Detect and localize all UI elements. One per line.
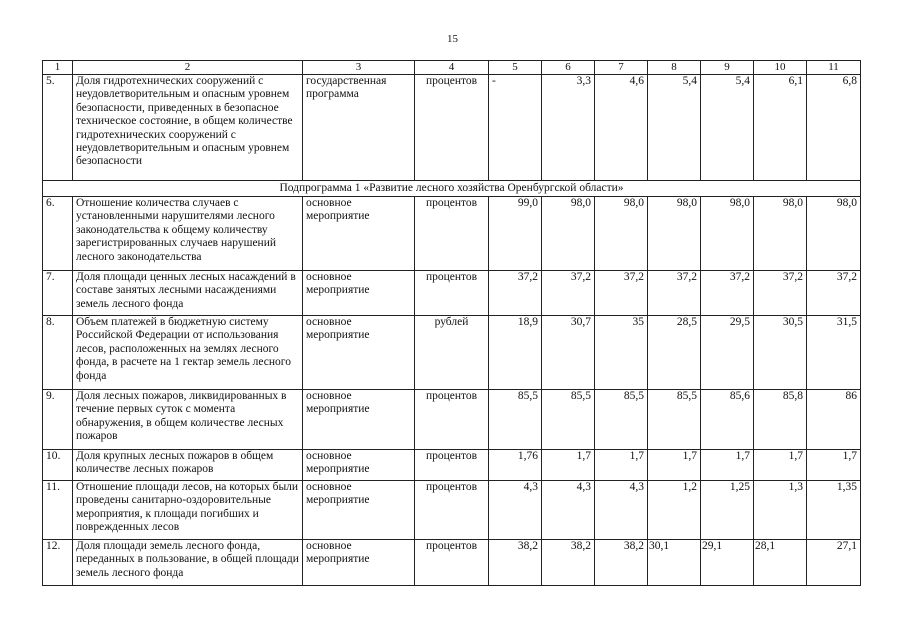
row-number: 10.	[43, 450, 73, 481]
table-row	[43, 197, 861, 271]
indicator-value: 98,0	[807, 197, 861, 271]
indicator-value: 1,7	[542, 450, 595, 481]
indicator-value: 18,9	[489, 316, 542, 390]
indicator-value: 6,1	[754, 75, 807, 181]
indicator-unit: процентов	[415, 390, 489, 450]
indicator-value: 1,7	[648, 450, 701, 481]
indicator-unit: процентов	[415, 197, 489, 271]
table-row	[43, 271, 861, 316]
indicator-type: основное мероприятие	[303, 540, 415, 586]
indicator-value: 1,2	[648, 481, 701, 540]
column-number: 4	[415, 61, 489, 75]
indicator-value: 37,2	[701, 271, 754, 316]
indicator-name: Отношение площади лесов, на которых были проведены санитарно-оздоровительные мероприятия, к площади погибших и поврежденных лесов	[73, 481, 303, 540]
indicator-value: 1,35	[807, 481, 861, 540]
indicator-value: 37,2	[489, 271, 542, 316]
indicator-name: Доля лесных пожаров, ликвидированных в течение первых суток с момента обнаружения, в общем количестве лесных пожаров	[73, 390, 303, 450]
table-row	[43, 540, 861, 586]
indicator-value: 30,5	[754, 316, 807, 390]
indicator-value: 86	[807, 390, 861, 450]
indicator-value: 1,7	[595, 450, 648, 481]
indicator-value: 98,0	[542, 197, 595, 271]
indicator-value: 98,0	[701, 197, 754, 271]
page-number: 15	[447, 33, 458, 45]
column-number: 11	[807, 61, 861, 75]
indicator-value: 1,7	[701, 450, 754, 481]
indicator-value: 1,7	[754, 450, 807, 481]
indicator-type: основное мероприятие	[303, 390, 415, 450]
indicator-name: Объем платежей в бюджетную систему Российской Федерации от использования лесов, расположенных на землях лесного фонда, в расчете на 1 гектар земель лесного фонда	[73, 316, 303, 390]
subprogram-title: Подпрограмма 1 «Развитие лесного хозяйства Оренбургской области»	[43, 181, 861, 197]
subprogram-row	[43, 181, 861, 197]
row-number: 7.	[43, 271, 73, 316]
indicator-value: 38,2	[595, 540, 648, 586]
indicator-value: 85,5	[648, 390, 701, 450]
indicator-name: Доля площади земель лесного фонда, переданных в пользование, в общей площади земель лесного фонда	[73, 540, 303, 586]
indicator-value: 37,2	[754, 271, 807, 316]
column-number: 8	[648, 61, 701, 75]
row-number: 6.	[43, 197, 73, 271]
indicator-value: 1,3	[754, 481, 807, 540]
indicator-value: 4,6	[595, 75, 648, 181]
indicator-unit: процентов	[415, 481, 489, 540]
column-number: 10	[754, 61, 807, 75]
indicator-value: 38,2	[489, 540, 542, 586]
indicator-value: 5,4	[648, 75, 701, 181]
indicator-value: 30,1	[648, 540, 701, 586]
table-row	[43, 316, 861, 390]
table-row	[43, 75, 861, 181]
column-number: 1	[43, 61, 73, 75]
indicator-type: основное мероприятие	[303, 271, 415, 316]
indicator-unit: рублей	[415, 316, 489, 390]
indicator-name: Доля гидротехнических сооружений с неудовлетворительным и опасным уровнем безопасности, приведенных в безопасное техническое состояние, в общем количестве гидротехнических сооружений с неудовлетворительным и опасным уровнем безопасности	[73, 75, 303, 181]
row-number: 12.	[43, 540, 73, 586]
indicator-name: Отношение количества случаев с установленными нарушителями лесного законодательства к общему количеству зарегистрированных случаев нарушений лесного законодательства	[73, 197, 303, 271]
indicator-unit: процентов	[415, 450, 489, 481]
indicator-type: основное мероприятие	[303, 481, 415, 540]
indicator-value: 85,8	[754, 390, 807, 450]
indicator-value: 38,2	[542, 540, 595, 586]
indicator-value: -	[489, 75, 542, 181]
indicator-value: 85,6	[701, 390, 754, 450]
row-number: 5.	[43, 75, 73, 181]
column-number: 6	[542, 61, 595, 75]
table-row	[43, 390, 861, 450]
indicator-value: 4,3	[595, 481, 648, 540]
indicator-type: государственная программа	[303, 75, 415, 181]
indicator-value: 28,1	[754, 540, 807, 586]
indicator-value: 37,2	[595, 271, 648, 316]
row-number: 8.	[43, 316, 73, 390]
indicator-value: 1,25	[701, 481, 754, 540]
indicator-value: 85,5	[542, 390, 595, 450]
table-row	[43, 450, 861, 481]
indicator-value: 28,5	[648, 316, 701, 390]
column-number: 2	[73, 61, 303, 75]
indicator-value: 99,0	[489, 197, 542, 271]
indicator-value: 98,0	[648, 197, 701, 271]
column-number: 5	[489, 61, 542, 75]
indicator-unit: процентов	[415, 540, 489, 586]
column-number: 7	[595, 61, 648, 75]
indicator-value: 6,8	[807, 75, 861, 181]
indicator-value: 37,2	[807, 271, 861, 316]
indicator-value: 1,76	[489, 450, 542, 481]
indicator-name: Доля крупных лесных пожаров в общем количестве лесных пожаров	[73, 450, 303, 481]
indicator-type: основное мероприятие	[303, 197, 415, 271]
indicator-value: 98,0	[595, 197, 648, 271]
indicator-unit: процентов	[415, 271, 489, 316]
indicator-value: 29,1	[701, 540, 754, 586]
indicator-type: основное мероприятие	[303, 450, 415, 481]
indicator-value: 27,1	[807, 540, 861, 586]
indicator-value: 35	[595, 316, 648, 390]
indicator-value: 37,2	[542, 271, 595, 316]
indicator-name: Доля площади ценных лесных насаждений в составе занятых лесными насаждениями земель лесного фонда	[73, 271, 303, 316]
column-number-row	[43, 61, 861, 75]
indicator-value: 4,3	[542, 481, 595, 540]
indicator-value: 29,5	[701, 316, 754, 390]
indicator-value: 1,7	[807, 450, 861, 481]
column-number: 3	[303, 61, 415, 75]
indicator-value: 37,2	[648, 271, 701, 316]
indicator-value: 4,3	[489, 481, 542, 540]
indicator-type: основное мероприятие	[303, 316, 415, 390]
indicators-table	[42, 60, 861, 586]
indicator-value: 30,7	[542, 316, 595, 390]
row-number: 11.	[43, 481, 73, 540]
indicator-value: 85,5	[489, 390, 542, 450]
indicator-value: 5,4	[701, 75, 754, 181]
row-number: 9.	[43, 390, 73, 450]
table-row	[43, 481, 861, 540]
indicator-value: 3,3	[542, 75, 595, 181]
indicator-unit: процентов	[415, 75, 489, 181]
indicator-value: 85,5	[595, 390, 648, 450]
column-number: 9	[701, 61, 754, 75]
indicator-value: 31,5	[807, 316, 861, 390]
indicator-value: 98,0	[754, 197, 807, 271]
